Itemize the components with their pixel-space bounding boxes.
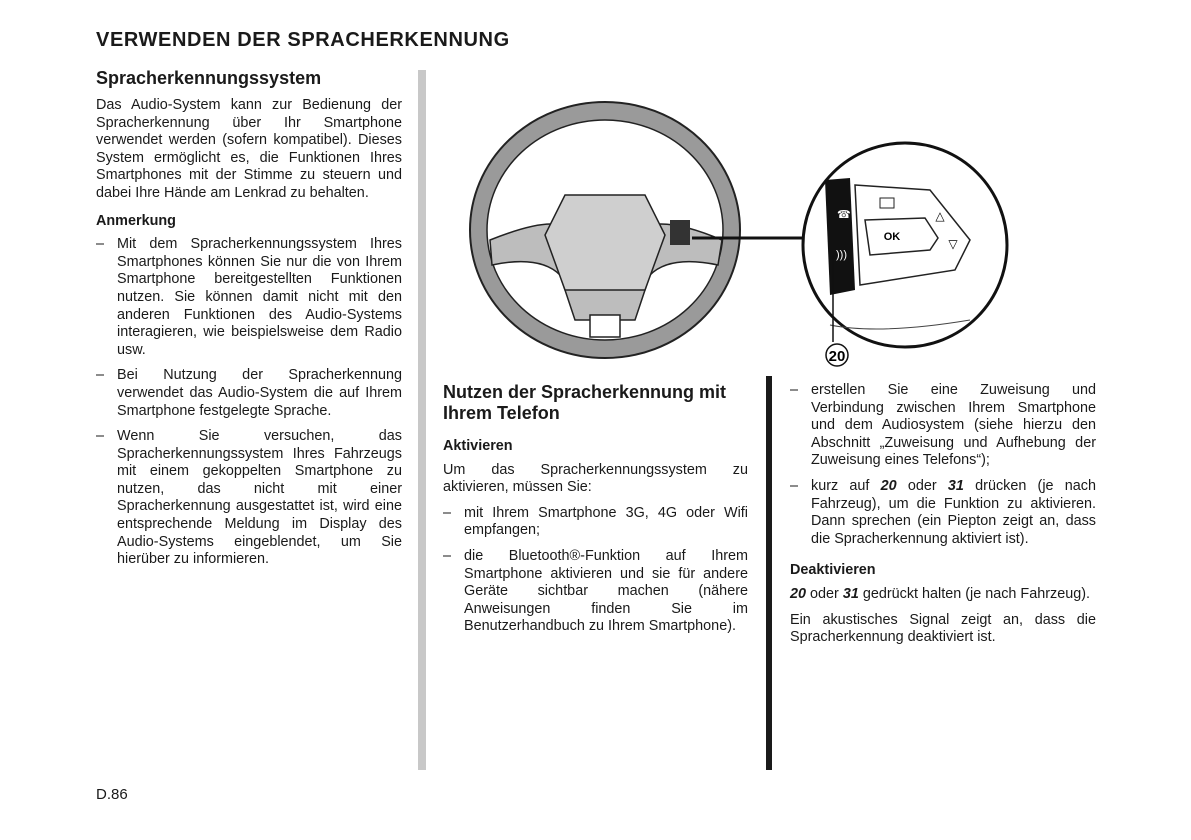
section-heading: Spracherkennungssystem [96, 68, 322, 88]
steering-wheel-illustration [460, 90, 1080, 375]
list-item-text: mit Ihrem Smartphone 3G, 4G oder Wifi empfangen; [464, 504, 748, 539]
list-item [790, 382, 1096, 470]
steering-wheel [470, 102, 805, 358]
list-item [790, 478, 1096, 548]
list-item [96, 367, 402, 420]
section-heading: Nutzen der Spracherkennung mit Ihrem Telefon [443, 382, 727, 423]
voice-command-icon: ))) [836, 249, 847, 261]
ok-button-label: OK [883, 231, 901, 243]
left-column [96, 68, 402, 577]
list-item [443, 505, 748, 540]
column-divider [766, 376, 772, 770]
dash: – [443, 547, 452, 564]
callout-number: 20 [828, 348, 846, 365]
list-item [443, 548, 748, 636]
list-item-text: die Bluetooth®-Funktion auf Ihrem Smartphone aktivieren und sie für andere Geräte sichtbar machen (nähere Anweisungen finden Sie im Benutzerhandbuch zu Ihrem Smartphone). [464, 547, 748, 635]
dash: – [443, 504, 452, 521]
down-arrow-icon: ▽ [948, 237, 958, 251]
list-item-text: Wenn Sie versuchen, das Spracherkennungssystem Ihres Fahrzeugs mit einem gekoppelten Smartphone zu nutzen, das nicht mit einer Spracherkennung ausgestattet ist, wird eine entsprechende Meldung im Display des Audio-Systems eingeblendet, um Sie hierüber zu informieren. [117, 428, 402, 568]
voice-buttons-panel [825, 178, 855, 295]
page-title: VERWENDEN DER SPRACHERKENNUNG [96, 29, 510, 51]
deactivate-paragraph: 20 oder 31 gedrückt halten (je nach Fahrzeug). [790, 585, 1091, 602]
intro-paragraph: Das Audio-System kann zur Bedienung der Spracherkennung über Ihr Smartphone verwendet werden (sofern kompatibel). Dieses System ermöglicht es, die Funktionen Ihres Smartphones mit der Stimme zu steuern und dabei Ihre Hände am Lenkrad zu behalten. [96, 97, 402, 201]
dash: – [96, 367, 105, 384]
page-number: D.86 [96, 786, 128, 803]
list-item-text: kurz auf 20 oder 31 drücken (je nach Fahrzeug), um die Funktion zu aktivieren. Dann sprechen (ein Piepton zeigt an, dass die Spracherkennung aktiviert ist). [811, 477, 1096, 547]
middle-column [443, 382, 748, 644]
list-item-text: Mit dem Spracherkennungssystem Ihres Smartphones können Sie nur die von Ihrem Smartphone bereitgestellten Funktionen nutzen. Sie können damit nicht mit den anderen Funktionen des Audio-Systems interagieren, wie beispielsweise dem Radio usw. [117, 236, 402, 358]
signal-paragraph: Ein akustisches Signal zeigt an, dass die Spracherkennung deaktiviert ist. [790, 611, 1096, 646]
list-item [96, 428, 402, 569]
right-column [790, 382, 1096, 655]
up-arrow-icon: △ [935, 209, 945, 223]
list-item [96, 236, 402, 359]
dash: – [96, 428, 105, 445]
dash: – [96, 236, 105, 253]
list-item-text: Bei Nutzung der Spracherkennung verwendet das Audio-System die auf Ihrem Smartphone festgelegte Sprache. [117, 367, 402, 419]
subheading-deactivate: Deaktivieren [790, 562, 876, 579]
note-heading: Anmerkung [96, 212, 176, 229]
column-divider [418, 70, 426, 770]
list-item-text: erstellen Sie eine Zuweisung und Verbindung zwischen Ihrem Smartphone und dem Audiosystem (siehe hierzu den Abschnitt „Zuweisung und Aufhebung der Zuweisung eines Telefons“); [811, 382, 1096, 469]
dash: – [790, 382, 799, 398]
controls-inset [803, 143, 1007, 366]
phone-icon: ☎ [837, 209, 851, 221]
subheading-activate: Aktivieren [443, 438, 513, 454]
intro-paragraph: Um das Spracherkennungssystem zu aktivieren, müssen Sie: [443, 461, 748, 496]
dash: – [790, 477, 799, 494]
